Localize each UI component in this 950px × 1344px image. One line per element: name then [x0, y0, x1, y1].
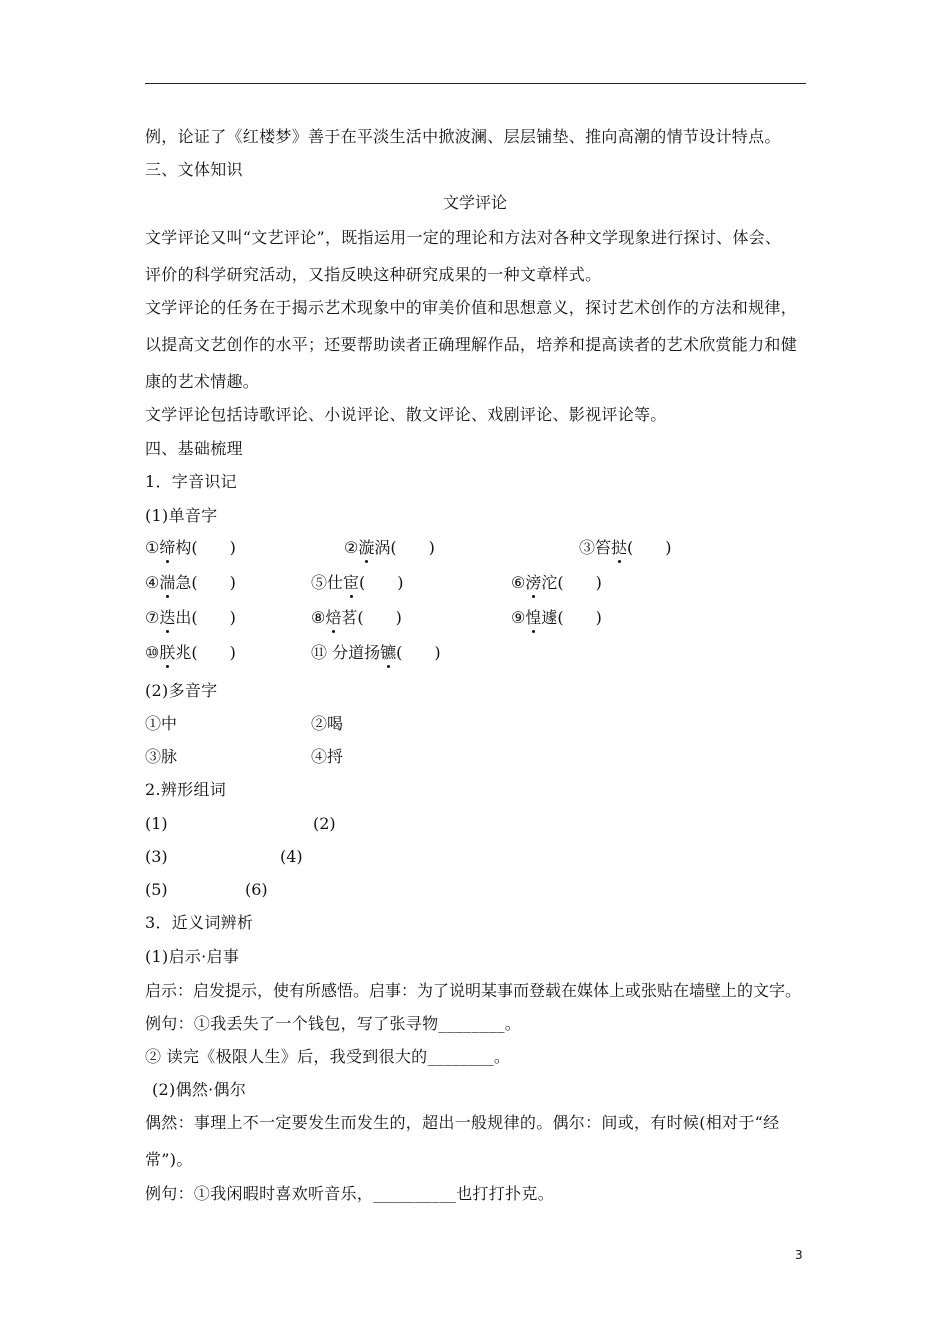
subtitle: 文学评论 [442, 193, 507, 212]
subsection-heading: 2.辨形组词 [145, 780, 227, 799]
subsection-heading: (1)单音字 [145, 506, 218, 525]
single-char-item: ③笞挞( ) [579, 538, 672, 557]
subsection-heading: (2)多音字 [145, 681, 218, 700]
synonym-definition: 偶然：事理上不一定要发生而发生的，超出一般规律的。偶尔：间或，有时候(相对于“经 [145, 1113, 780, 1132]
single-char-item: ⑤仕宦( ) [311, 573, 404, 592]
page-number: 3 [795, 1248, 803, 1262]
single-char-item: ⑧焙茗( ) [311, 608, 402, 627]
bianxing-item: (3) [145, 847, 168, 866]
paragraph-line: 康的艺术情趣。 [145, 372, 260, 391]
paragraph-line: 评价的科学研究活动，又指反映这种研究成果的一种文章样式。 [145, 265, 602, 284]
synonym-title: (1)启示·启事 [145, 947, 240, 966]
single-char-item: ⑦迭出( ) [145, 608, 236, 627]
multi-char-item: ④捋 [311, 747, 344, 766]
paragraph-line: 以提高文艺创作的水平；还要帮助读者正确理解作品，培养和提高读者的艺术欣赏能力和健 [145, 335, 798, 354]
single-char-item: ⑨惶遽( ) [511, 608, 602, 627]
bianxing-item: (4) [280, 847, 303, 866]
text-line: 例，论证了《红楼梦》善于在平淡生活中掀波澜、层层铺垫、推向高潮的情节设计特点。 [145, 127, 781, 146]
bianxing-item: (1) [145, 814, 168, 833]
synonym-definition: 常”)。 [145, 1150, 193, 1169]
single-char-item: ⑩朕兆( ) [145, 643, 236, 662]
synonym-title: (2)偶然·偶尔 [152, 1080, 247, 1099]
single-char-item: ④湍急( ) [145, 573, 236, 592]
multi-char-item: ③脉 [145, 747, 178, 766]
paragraph-line: 文学评论的任务在于揭示艺术现象中的审美价值和思想意义，探讨艺术创作的方法和规律， [145, 298, 798, 317]
bianxing-item: (5) [145, 880, 168, 899]
single-char-item: ⑥滂沱( ) [511, 573, 602, 592]
header-rule [145, 83, 806, 84]
multi-char-item: ①中 [145, 714, 178, 733]
example-sentence: 例句：①我闲暇时喜欢听音乐，__________也打打扑克。 [145, 1184, 555, 1203]
example-sentence: ② 读完《极限人生》后，我受到很大的________。 [145, 1047, 511, 1066]
paragraph-line: 文学评论包括诗歌评论、小说评论、散文评论、戏剧评论、影视评论等。 [145, 405, 667, 424]
section-heading: 四、基础梳理 [145, 439, 243, 458]
single-char-item: ⑪ 分道扬镳( ) [311, 643, 441, 662]
section-heading: 三、文体知识 [145, 160, 243, 179]
single-char-item: ②漩涡( ) [344, 538, 435, 557]
example-sentence: 例句：①我丢失了一个钱包，写了张寻物________。 [145, 1014, 522, 1033]
multi-char-item: ②喝 [311, 714, 344, 733]
paragraph-line: 文学评论又叫“文艺评论”，既指运用一定的理论和方法对各种文学现象进行探讨、体会、 [145, 228, 782, 247]
single-char-item: ①缔构( ) [145, 538, 236, 557]
bianxing-item: (6) [245, 880, 268, 899]
subsection-heading: 3．近义词辨析 [145, 913, 254, 932]
bianxing-item: (2) [313, 814, 336, 833]
subsection-heading: 1．字音识记 [145, 472, 237, 491]
synonym-definition: 启示：启发提示，使有所感悟。启事：为了说明某事而登载在媒体上或张贴在墙壁上的文字。 [145, 981, 802, 1000]
